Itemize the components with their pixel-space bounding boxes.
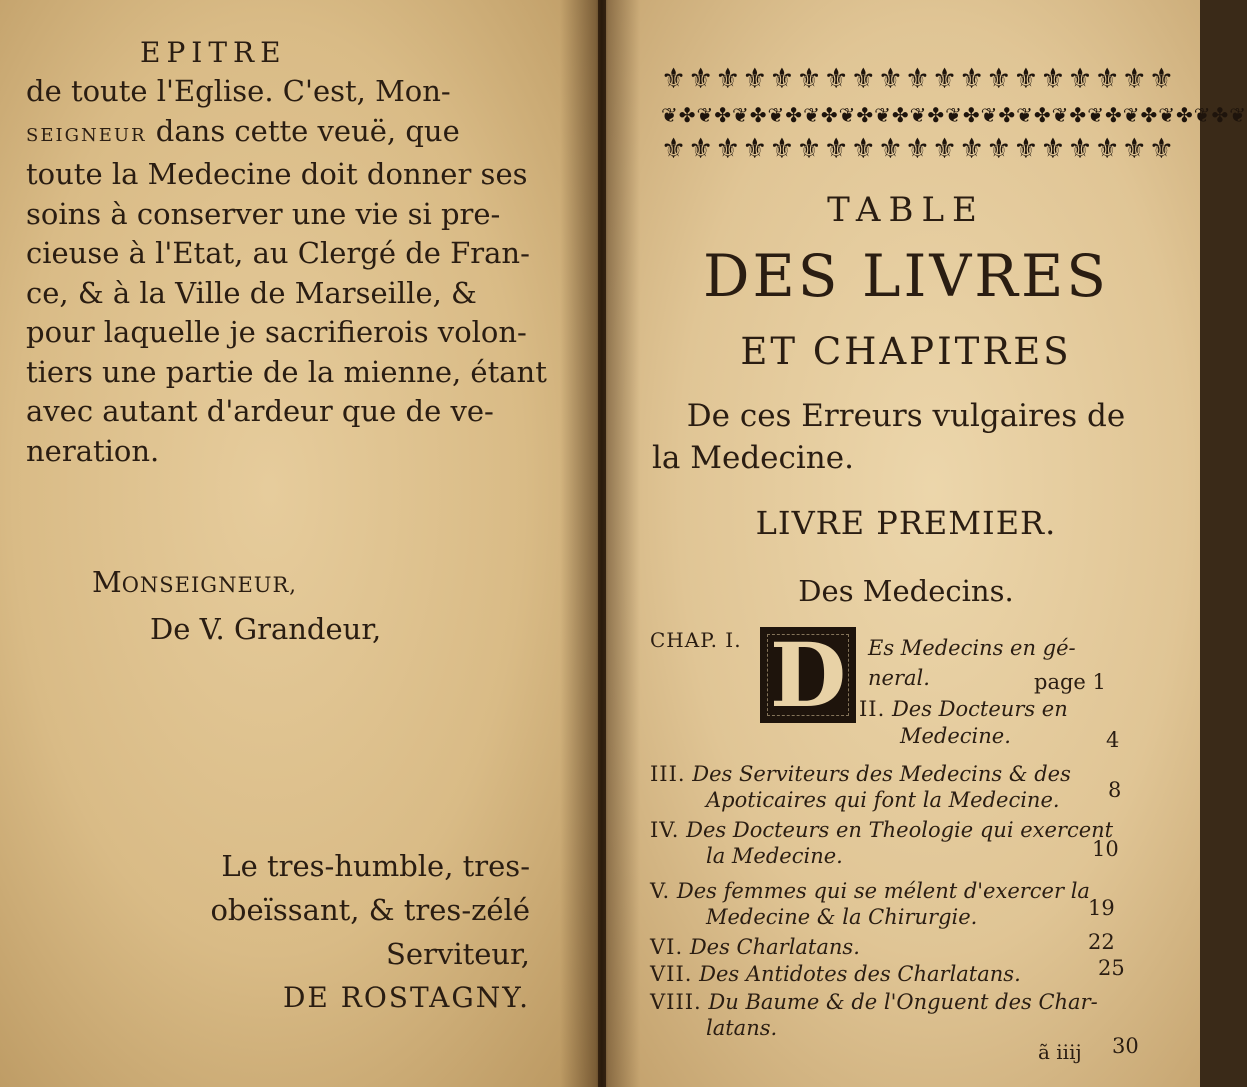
text-line xyxy=(26,195,501,235)
decorated-initial xyxy=(760,623,856,727)
chapter-title: Des Serviteurs des Medecins & des xyxy=(692,762,1071,786)
signature-mark: ã iiij xyxy=(1038,1040,1082,1064)
chapter-title: Des Docteurs en Theologie qui exercent xyxy=(686,818,1114,842)
chapter-number: III. xyxy=(650,762,686,786)
text-line xyxy=(26,313,527,353)
signature-block xyxy=(150,844,530,1020)
text-line xyxy=(26,72,496,112)
chapter-title: Des Charlatans. xyxy=(689,935,860,959)
text-line xyxy=(26,353,547,393)
toc-entry xyxy=(650,818,1113,842)
chapter-title: Des Antidotes des Charlatans. xyxy=(699,962,1021,986)
chapter-title: Des Docteurs en xyxy=(891,697,1068,721)
right-page xyxy=(606,0,1247,1087)
line-text: tiers une partie de la mienne, étant xyxy=(26,354,547,389)
chapter-number: VIII. xyxy=(650,990,702,1014)
small-caps-word: SEIGNEUR xyxy=(26,124,147,146)
left-page xyxy=(0,0,598,1087)
page-number: 22 xyxy=(1088,930,1115,954)
chapter-title: Des femmes qui se mélent d'exercer la xyxy=(676,879,1090,903)
epistle-text xyxy=(26,72,547,471)
chapter-number: V. xyxy=(650,879,671,903)
page-number: 30 xyxy=(1112,1034,1139,1058)
book-gutter xyxy=(560,0,640,1087)
toc-entry xyxy=(650,962,1021,986)
page-number: 10 xyxy=(1092,837,1119,861)
chapter-title: neral. xyxy=(868,666,930,690)
line-text: cieuse à l'Etat, au Clergé de Fran- xyxy=(26,236,530,270)
chapter-title: Es Medecins en gé- xyxy=(868,636,1076,660)
chapter-number: VI. xyxy=(650,935,684,959)
fleur-de-lis-ornament: ⚜⚜⚜⚜⚜⚜⚜⚜⚜⚜⚜⚜⚜⚜⚜⚜⚜⚜⚜ xyxy=(661,62,1176,95)
signature-line: Serviteur, xyxy=(386,937,530,971)
signature-line: obeïssant, & tres-zélé xyxy=(210,893,530,927)
signature-line: Le tres-humble, tres- xyxy=(221,849,530,883)
fleur-de-lis-ornament: ⚜⚜⚜⚜⚜⚜⚜⚜⚜⚜⚜⚜⚜⚜⚜⚜⚜⚜⚜ xyxy=(661,132,1176,165)
chapter-title: la Medecine. xyxy=(706,844,843,868)
chapter-number: II. xyxy=(859,697,886,721)
chapter-label: CHAP. I. xyxy=(650,628,742,652)
page-number: 4 xyxy=(1106,728,1120,752)
toc-entry xyxy=(650,935,860,959)
page-number: 8 xyxy=(1108,778,1122,802)
text-line xyxy=(26,112,496,156)
text-line xyxy=(26,432,496,472)
section-heading: Des Medecins. xyxy=(798,574,1014,608)
toc-entry xyxy=(650,879,1090,903)
line-text: avec autant d'ardeur que de ve- xyxy=(26,394,494,428)
page-number: page 1 xyxy=(1034,670,1106,694)
author-name: DE ROSTAGNY. xyxy=(282,981,530,1014)
toc-entry xyxy=(650,990,1098,1014)
line-text: soins à conserver une vie si pre- xyxy=(26,196,501,231)
grandeur-line: De V. Grandeur, xyxy=(150,612,382,646)
initial-frame xyxy=(767,634,849,716)
salutation xyxy=(92,565,297,599)
line-text: dans cette veuë, que xyxy=(146,113,460,148)
toc-entry xyxy=(859,697,1068,721)
line-text: toute la Medecine doit donner ses xyxy=(26,157,528,191)
chapter-title: Du Baume & de l'Onguent des Char- xyxy=(708,990,1098,1014)
chapter-title: latans. xyxy=(706,1016,778,1040)
line-text: ce, & à la Ville de Marseille, & xyxy=(26,275,477,310)
subtitle-line: De ces Erreurs vulgaires de xyxy=(686,398,1126,434)
toc-entry xyxy=(650,762,1071,786)
text-line xyxy=(26,392,496,432)
chapter-number: IV. xyxy=(650,818,680,842)
salutation-initial: M xyxy=(92,565,122,599)
text-line xyxy=(26,234,530,274)
page-number: 25 xyxy=(1098,956,1125,980)
title-livres: DES LIVRES xyxy=(702,242,1110,310)
subtitle-line: la Medecine. xyxy=(652,440,854,476)
text-line xyxy=(26,155,528,195)
initial-letter: D xyxy=(769,623,847,727)
book-heading: LIVRE PREMIER. xyxy=(755,504,1057,542)
chapter-title: Medecine & la Chirurgie. xyxy=(706,905,978,929)
line-text: pour laquelle je sacrifierois volon- xyxy=(26,315,527,349)
floral-ornament: ❦✤❦✤❦✤❦✤❦✤❦✤❦✤❦✤❦✤❦✤❦✤❦✤❦✤❦✤❦✤❦✤❦ xyxy=(661,103,1247,127)
text-line xyxy=(26,274,496,314)
page-number: 19 xyxy=(1088,896,1115,920)
running-head: EPITRE xyxy=(140,36,287,69)
chapter-title: Apoticaires qui font la Medecine. xyxy=(706,788,1060,812)
title-chapitres: ET CHAPITRES xyxy=(740,330,1072,373)
chapter-number: VII. xyxy=(650,962,693,986)
chapter-title: Medecine. xyxy=(900,724,1011,748)
line-text: neration. xyxy=(26,433,160,468)
title-table: TABLE xyxy=(827,190,985,230)
line-text: de toute l'Eglise. C'est, Mon- xyxy=(26,74,451,108)
salutation-rest: ONSEIGNEUR, xyxy=(121,573,297,597)
